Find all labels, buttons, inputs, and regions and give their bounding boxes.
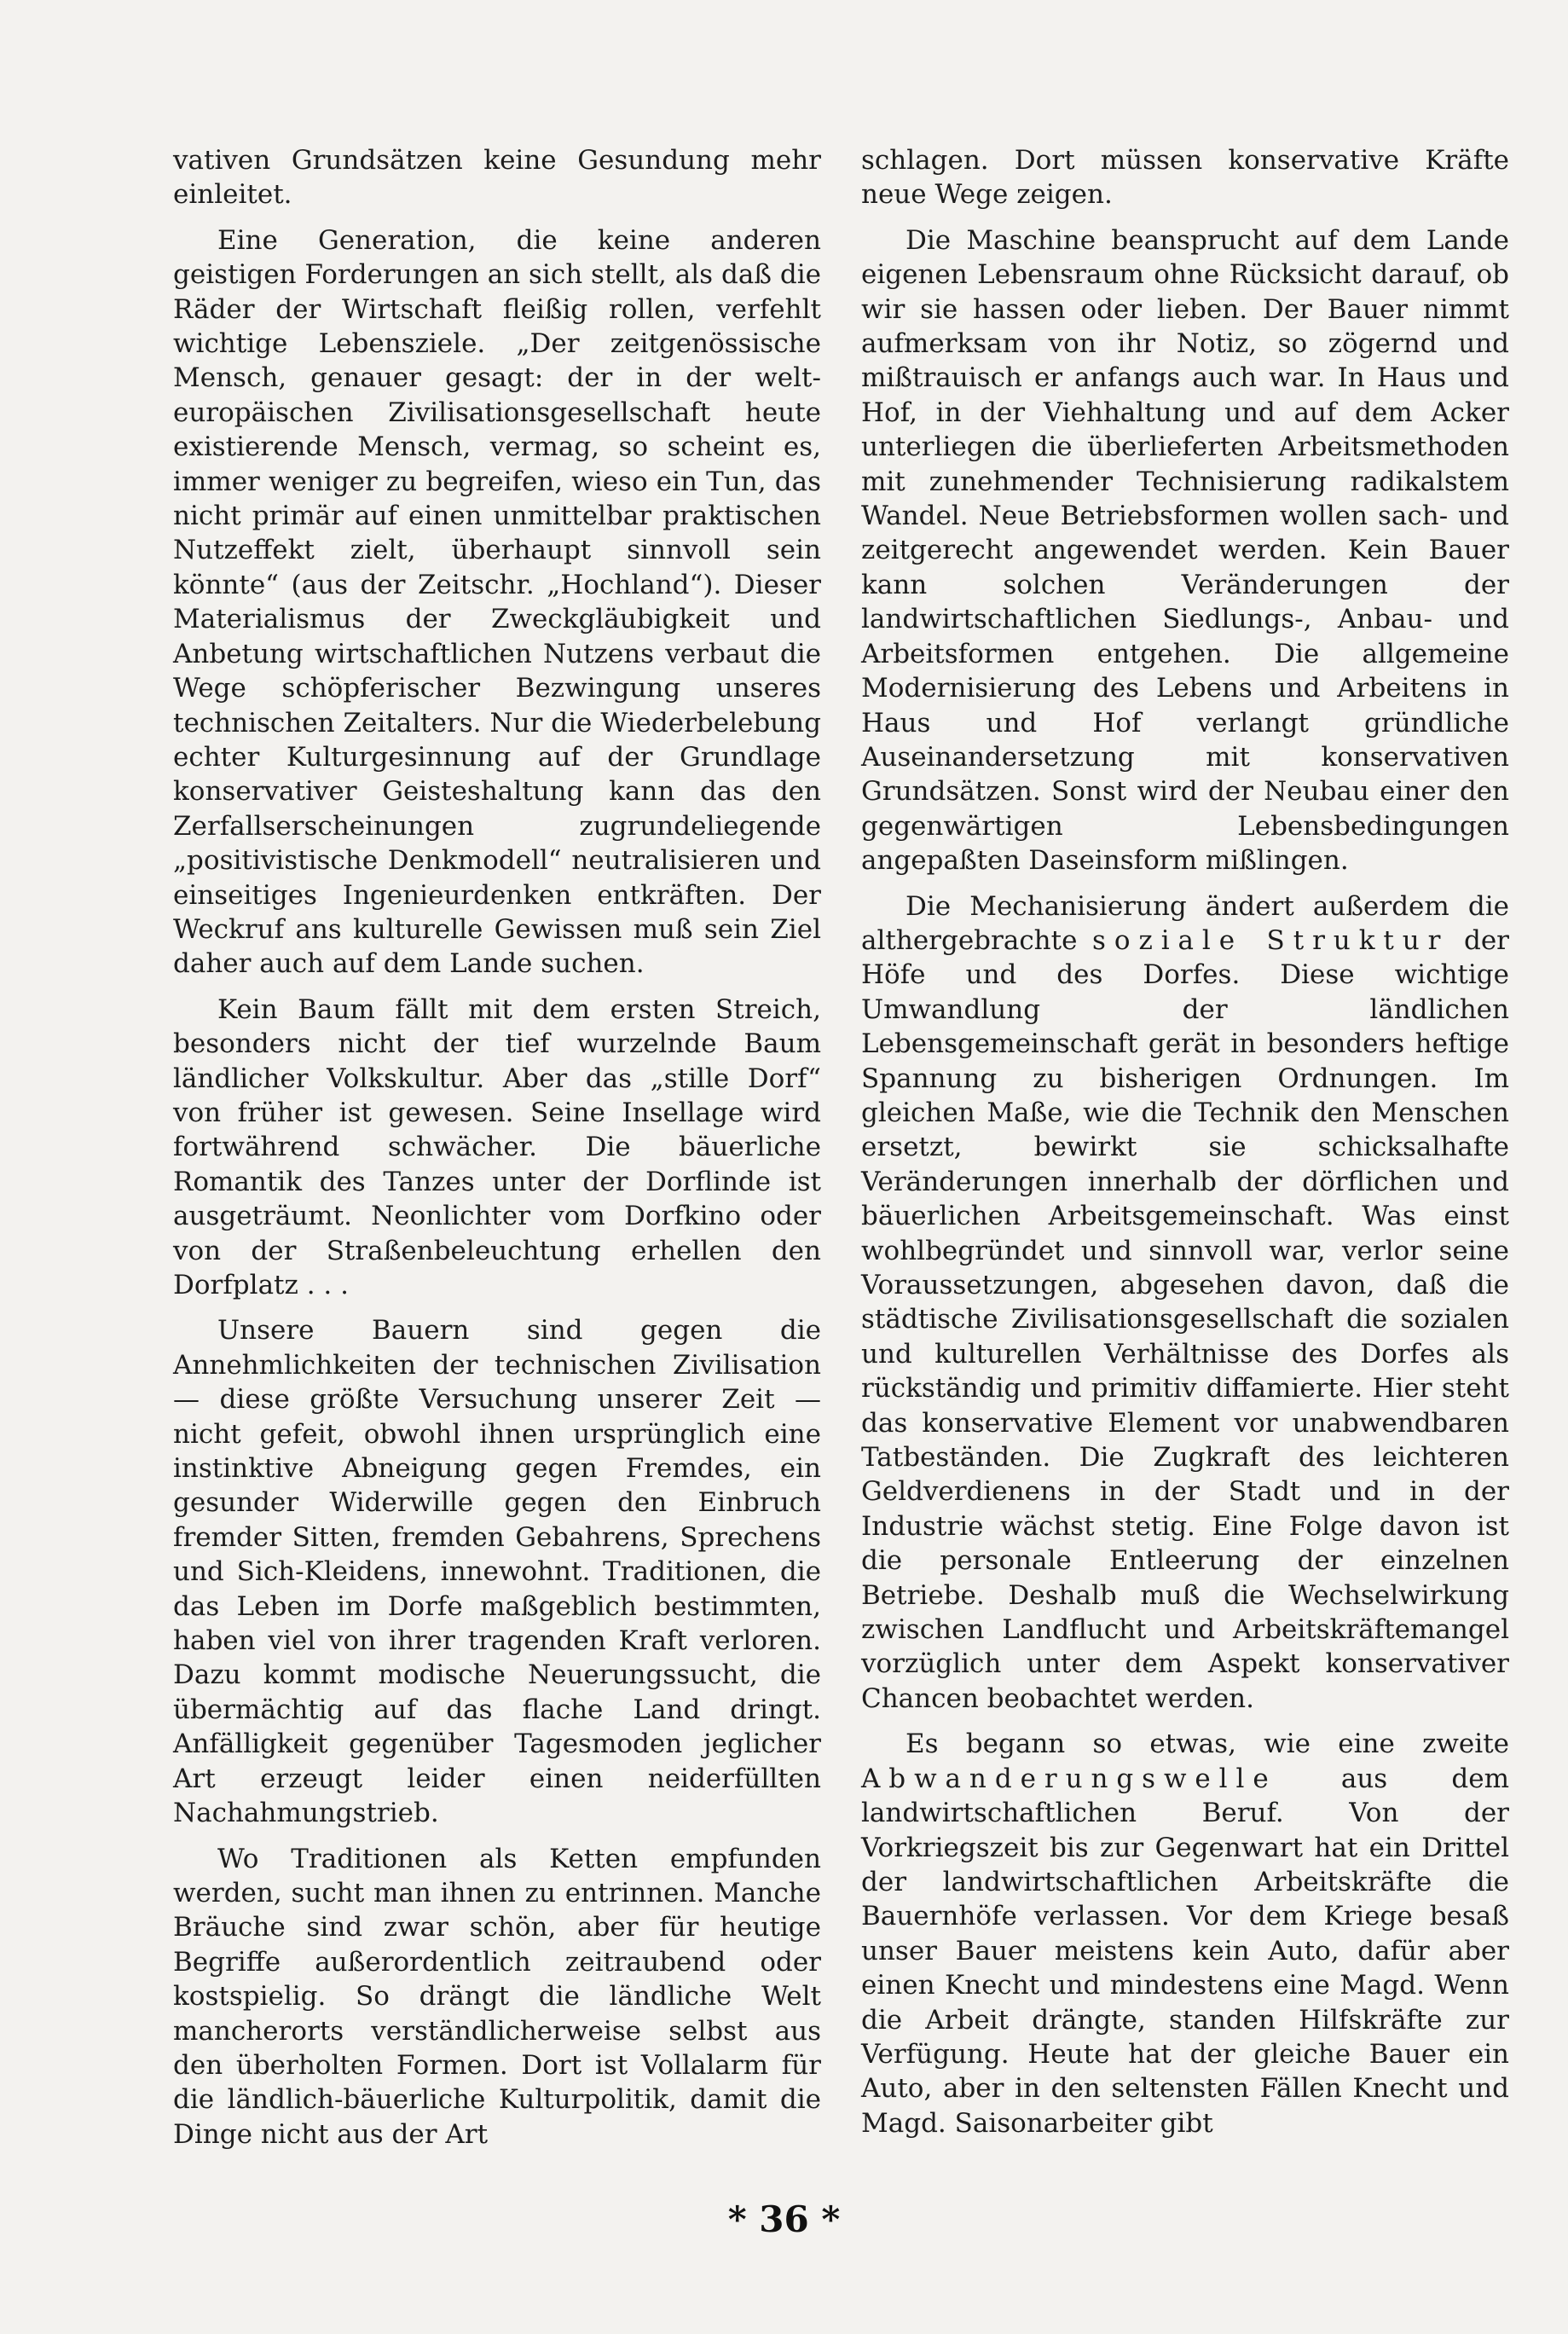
paragraph: Unsere Bauern sind gegen die Annehmlichkeiten der technischen Zivilisation — diese größte Versuchung unserer Zeit — nicht gefeit, obwohl ihnen ursprünglich eine instinktive Abneigung gegen Fremdes, ein gesunder Widerwille gegen den Einbruch fremder Sitten, fremden Gebahrens, Sprechens und Sich-Kleidens, innewohnt. Traditionen, die das Leben im Dorfe maßgeblich bestimmten, haben viel von ihrer tragenden Kraft verloren. Dazu kommt modische Neuerungssucht, die übermächtig auf das flache Land dringt. Anfälligkeit gegenüber Tagesmoden jeglicher Art erzeugt leider einen neiderfüllten Nachahmungstrieb. — [173, 1315, 821, 1829]
paragraph: Wo Traditionen als Ketten empfunden werden, sucht man ihnen zu entrinnen. Manche Bräuche sind zwar schön, aber für heutige Begriffe außerordentlich zeitraubend oder kostspielig. So drängt die ländliche Welt mancherorts verständlicherweise selbst aus den überholten Formen. Dort ist Vollalarm für die ländlich-bäuerliche Kulturpolitik, damit die Dinge nicht aus der Art — [173, 1843, 821, 2150]
paragraph: Eine Generation, die keine anderen geistigen Forderungen an sich stellt, als daß die Räder der Wirtschaft fleißig rollen, verfehlt wichtige Lebensziele. „Der zeitgenössische Mensch, genauer gesagt: der in der welt-europäischen Zivilisationsgesellschaft heute existierende Mensch, vermag, so scheint es, immer weniger zu begreifen, wieso ein Tun, das nicht primär auf einen unmittelbar praktischen Nutzeffekt zielt, überhaupt sinnvoll sein könnte“ (aus der Zeitschr. „Hochland“). Dieser Materialismus der Zweckgläubigkeit und Anbetung wirtschaftlichen Nutzens verbaut die Wege schöpferischer Bezwingung unseres technischen Zeitalters. Nur die Wiederbelebung echter Kulturgesinnung auf der Grundlage konservativer Geisteshaltung kann das den Zerfallserscheinungen zugrundeliegende „positivistische Denkmodell“ neutralisieren und einseitiges Ingenieurdenken entkräften. Der Weckruf ans kulturelle Gewissen muß sein Ziel daher auch auf dem Lande suchen. — [173, 224, 821, 980]
page-number: * 36 * — [727, 2198, 841, 2240]
left-column — [173, 143, 821, 2163]
paragraph-text: Die Mechanisierung ändert außerdem die althergebrachte — [861, 890, 1509, 956]
paragraph: vativen Grundsätzen keine Gesundung mehr einleitet. — [173, 145, 821, 211]
paragraph: schlagen. Dort müssen konservative Kräfte neue Wege zeigen. — [861, 145, 1509, 211]
right-column — [861, 143, 1509, 2152]
emphasized-term: soziale Struktur — [1092, 924, 1449, 956]
paragraph: Kein Baum fällt mit dem ersten Streich, besonders nicht der tief wurzelnde Baum ländlicher Volkskultur. Aber das „stille Dorf“ von früher ist gewesen. Seine Insellage wird fortwährend schwächer. Die bäuerliche Romantik des Tanzes unter der Dorflinde ist ausgeträumt. Neonlichter vom Dorfkino oder von der Straßenbeleuchtung erhellen den Dorfplatz . . . — [173, 993, 821, 1300]
paragraph-text: Es begann so etwas, wie eine zweite — [906, 1729, 1509, 1760]
paragraph: Die Maschine beansprucht auf dem Lande eigenen Lebensraum ohne Rücksicht darauf, ob wir sie hassen oder lieben. Der Bauer nimmt aufmerksam von ihr Notiz, so zögernd und mißtrauisch er anfangs auch war. In Haus und Hof, in der Viehhaltung und auf dem Acker unterliegen die überlieferten Arbeitsmethoden mit zunehmender Technisierung radikalstem Wandel. Neue Betriebsformen wollen sach- und zeitgerecht angewendet werden. Kein Bauer kann solchen Veränderungen der landwirtschaftlichen Siedlungs-, Anbau- und Arbeitsformen entgehen. Die allgemeine Modernisierung des Lebens und Arbeitens in Haus und Hof verlangt gründliche Auseinandersetzung mit konservativen Grundsätzen. Sonst wird der Neubau einer den gegenwärtigen Lebensbedingungen angepaßten Daseinsform mißlingen. — [861, 224, 1509, 877]
paragraph-text: der Höfe und des Dorfes. Diese wichtige Umwandlung der ländlichen Lebensgemeinschaft gerät in besonders heftige Spannung zu bisherigen Ordnungen. Im gleichen Maße, wie die Technik den Menschen ersetzt, bewirkt sie schicksalhafte Veränderungen innerhalb der dörflichen und bäuerlichen Arbeitsgemeinschaft. Was einst wohlbegründet und sinnvoll war, verlor seine Voraussetzungen, abgesehen davon, daß die städtische Zivilisationsgesellschaft die sozialen und kulturellen Verhältnisse des Dorfes als rückständig und primitiv diffamierte. Hier steht das konservative Element vor unabwendbaren Tatbeständen. Die Zugkraft des leichteren Geldverdienens in der Stadt und in der Industrie wächst stetig. Eine Folge davon ist die personale Entleerung der einzelnen Betriebe. Deshalb muß die Wechselwirkung zwischen Landflucht und Arbeitskräftemangel vorzüglich unter dem Aspekt konservativer Chancen beobachtet werden. — [861, 924, 1509, 1714]
paragraph-text: aus dem landwirtschaftlichen Beruf. Von der Vorkriegszeit bis zur Gegenwart hat ein Drittel der landwirtschaftlichen Arbeitskräfte die Bauernhöfe verlassen. Vor dem Kriege besaß unser Bauer meistens kein Auto, dafür aber einen Knecht und mindestens eine Magd. Wenn die Arbeit drängte, standen Hilfskräfte zur Verfügung. Heute hat der gleiche Bauer ein Auto, aber in den seltensten Fällen Knecht und Magd. Saisonarbeiter gibt — [861, 1763, 1510, 2139]
emphasized-term: Abwanderungswelle — [861, 1763, 1277, 1794]
paragraph — [861, 1727, 1509, 2140]
paragraph — [861, 889, 1509, 1717]
